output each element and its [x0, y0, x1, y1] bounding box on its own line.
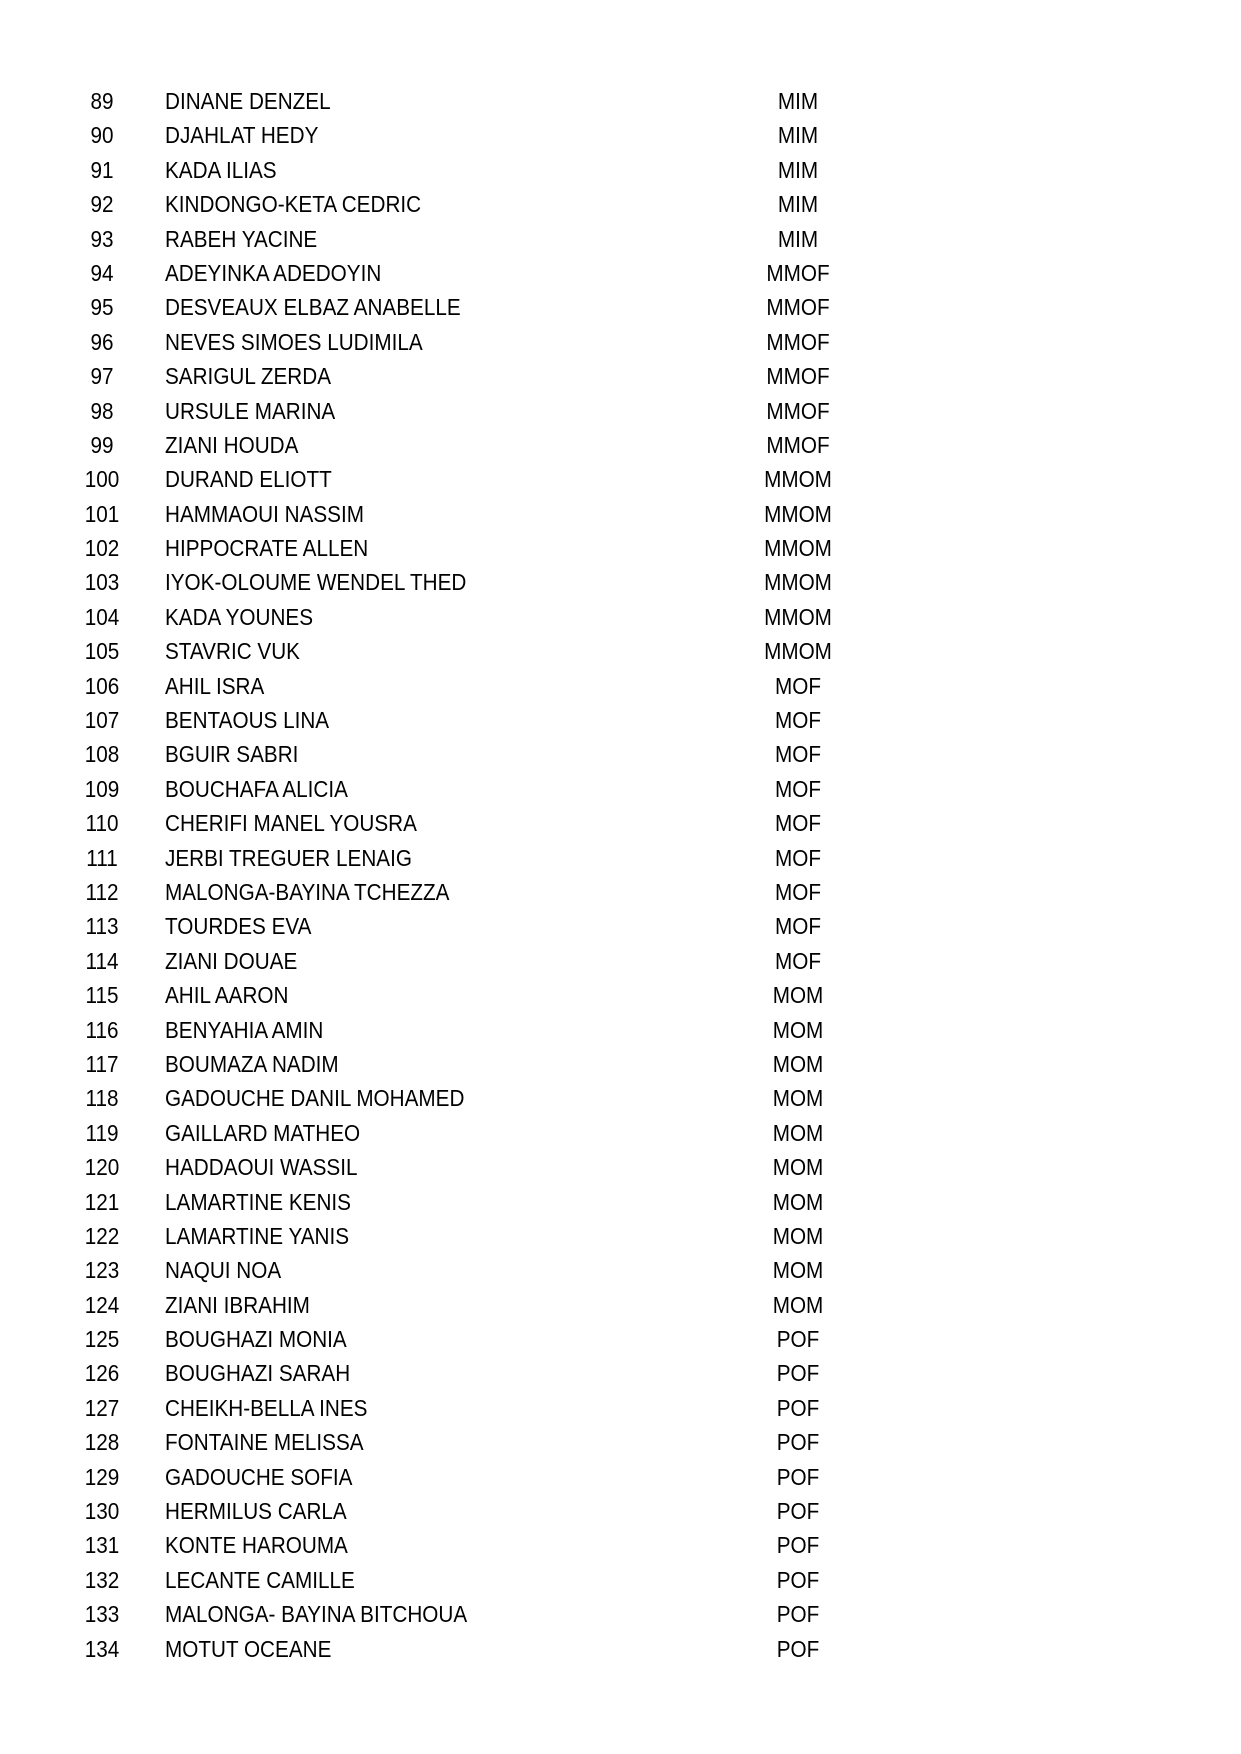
category-code: MIM	[777, 122, 819, 149]
category-code: MMOF	[766, 259, 830, 286]
table-row	[0, 1322, 1241, 1356]
row-number: 112	[85, 878, 119, 905]
participant-name: DURAND ELIOTT	[165, 466, 332, 493]
category-code: POF	[776, 1566, 820, 1593]
table-row	[0, 118, 1241, 152]
row-number: 105	[84, 638, 120, 665]
row-number: 109	[84, 775, 120, 802]
row-number: 123	[84, 1257, 120, 1284]
participant-name: HERMILUS CARLA	[165, 1498, 347, 1525]
row-number: 99	[90, 431, 114, 458]
participant-name: KONTE HAROUMA	[165, 1532, 348, 1559]
category-code: MIM	[777, 88, 819, 114]
participant-name: SARIGUL ZERDA	[165, 363, 332, 390]
category-code: MOF	[774, 672, 821, 699]
row-number: 96	[90, 328, 114, 355]
participant-name: BOUMAZA NADIM	[165, 1050, 339, 1077]
category-code: MIM	[777, 156, 819, 183]
table-row	[0, 84, 1241, 118]
row-number: 92	[90, 191, 114, 218]
row-number: 90	[90, 122, 114, 149]
category-code: MOM	[772, 1291, 824, 1318]
table-row	[0, 1632, 1241, 1666]
category-code: MOM	[772, 982, 824, 1009]
participant-list	[0, 84, 1241, 1666]
row-number: 130	[84, 1498, 120, 1525]
participant-name: HADDAOUI WASSIL	[165, 1154, 358, 1181]
participant-name: BOUCHAFA ALICIA	[165, 775, 348, 802]
category-code: MOF	[774, 775, 821, 802]
row-number: 98	[90, 397, 114, 424]
category-code: MMOM	[764, 535, 832, 562]
participant-name: STAVRIC VUK	[165, 638, 300, 665]
category-code: MOF	[774, 947, 821, 974]
category-code: POF	[776, 1498, 820, 1525]
table-row	[0, 565, 1241, 599]
participant-name: HAMMAOUI NASSIM	[165, 500, 364, 527]
participant-name: CHERIFI MANEL YOUSRA	[165, 810, 417, 837]
participant-name: JERBI TREGUER LENAIG	[165, 844, 412, 871]
table-row	[0, 290, 1241, 324]
category-code: POF	[776, 1635, 820, 1662]
participant-name: BGUIR SABRI	[165, 741, 299, 768]
category-code: MMOM	[764, 569, 832, 596]
row-number: 110	[85, 810, 119, 837]
participant-name: FONTAINE MELISSA	[165, 1429, 364, 1456]
category-code: MOF	[774, 913, 821, 940]
table-row	[0, 153, 1241, 187]
table-row	[0, 325, 1241, 359]
row-number: 134	[84, 1635, 120, 1662]
category-code: MMOF	[766, 328, 830, 355]
row-number: 124	[84, 1291, 120, 1318]
participant-name: LECANTE CAMILLE	[165, 1566, 355, 1593]
row-number: 93	[90, 225, 114, 252]
participant-name: BOUGHAZI MONIA	[165, 1326, 347, 1353]
category-code: MOM	[772, 1222, 824, 1249]
table-row	[0, 359, 1241, 393]
category-code: MMOF	[766, 294, 830, 321]
participant-name: LAMARTINE YANIS	[165, 1222, 350, 1249]
participant-name: DINANE DENZEL	[165, 88, 331, 114]
table-row	[0, 1460, 1241, 1494]
category-code: MMOF	[766, 397, 830, 424]
category-code: MOM	[772, 1016, 824, 1043]
row-number: 104	[84, 603, 120, 630]
table-row	[0, 222, 1241, 256]
row-number: 125	[84, 1326, 120, 1353]
row-number: 129	[84, 1463, 120, 1490]
row-number: 115	[85, 982, 119, 1009]
row-number: 106	[84, 672, 120, 699]
table-row	[0, 428, 1241, 462]
row-number: 91	[90, 156, 114, 183]
table-row	[0, 1391, 1241, 1425]
participant-name: CHEIKH-BELLA INES	[165, 1394, 368, 1421]
participant-name: NEVES SIMOES LUDIMILA	[165, 328, 423, 355]
participant-name: IYOK-OLOUME WENDEL THED	[165, 569, 467, 596]
row-number: 100	[84, 466, 120, 493]
row-number: 114	[85, 947, 119, 974]
table-row	[0, 1425, 1241, 1459]
category-code: MMOF	[766, 363, 830, 390]
table-row	[0, 669, 1241, 703]
participant-name: MALONGA-BAYINA TCHEZZA	[165, 878, 450, 905]
category-code: POF	[776, 1360, 820, 1387]
row-number: 126	[84, 1360, 120, 1387]
row-number: 102	[84, 535, 120, 562]
participant-name: GAILLARD MATHEO	[165, 1119, 361, 1146]
participant-name: MALONGA- BAYINA BITCHOUA	[165, 1601, 468, 1628]
participant-name: BOUGHAZI SARAH	[165, 1360, 351, 1387]
participant-name: NAQUI NOA	[165, 1257, 282, 1284]
table-row	[0, 256, 1241, 290]
table-row	[0, 737, 1241, 771]
category-code: MMOM	[764, 603, 832, 630]
table-row	[0, 1116, 1241, 1150]
participant-name: ZIANI IBRAHIM	[165, 1291, 310, 1318]
table-row	[0, 462, 1241, 496]
row-number: 94	[90, 259, 114, 286]
participant-name: RABEH YACINE	[165, 225, 318, 252]
participant-name: ZIANI DOUAE	[165, 947, 298, 974]
category-code: MOM	[772, 1257, 824, 1284]
table-row	[0, 1219, 1241, 1253]
category-code: MOM	[772, 1188, 824, 1215]
table-row	[0, 1563, 1241, 1597]
category-code: MOM	[772, 1050, 824, 1077]
category-code: MIM	[777, 191, 819, 218]
category-code: MOM	[772, 1085, 824, 1112]
category-code: POF	[776, 1532, 820, 1559]
participant-name: TOURDES EVA	[165, 913, 312, 940]
participant-name: HIPPOCRATE ALLEN	[165, 535, 369, 562]
table-row	[0, 806, 1241, 840]
participant-name: DJAHLAT HEDY	[165, 122, 319, 149]
row-number: 132	[84, 1566, 120, 1593]
row-number: 131	[84, 1532, 120, 1559]
participant-name: DESVEAUX ELBAZ ANABELLE	[165, 294, 461, 321]
category-code: MOF	[774, 810, 821, 837]
table-row	[0, 875, 1241, 909]
table-row	[0, 1081, 1241, 1115]
table-row	[0, 1597, 1241, 1631]
table-row	[0, 634, 1241, 668]
table-row	[0, 1013, 1241, 1047]
row-number: 117	[85, 1050, 119, 1077]
category-code: MOM	[772, 1154, 824, 1181]
category-code: MMOF	[766, 431, 830, 458]
table-row	[0, 1150, 1241, 1184]
participant-name: KADA ILIAS	[165, 156, 277, 183]
category-code: MOF	[774, 878, 821, 905]
participant-name: BENTAOUS LINA	[165, 707, 330, 734]
row-number: 95	[90, 294, 114, 321]
row-number: 116	[85, 1016, 119, 1043]
table-row	[0, 1528, 1241, 1562]
table-row	[0, 1185, 1241, 1219]
row-number: 128	[84, 1429, 120, 1456]
participant-name: ADEYINKA ADEDOYIN	[165, 259, 382, 286]
category-code: POF	[776, 1326, 820, 1353]
table-row	[0, 394, 1241, 428]
row-number: 89	[90, 88, 114, 114]
category-code: MOM	[772, 1119, 824, 1146]
row-number: 108	[84, 741, 120, 768]
row-number: 118	[85, 1085, 119, 1112]
row-number: 111	[86, 844, 118, 871]
participant-name: LAMARTINE KENIS	[165, 1188, 351, 1215]
participant-name: AHIL ISRA	[165, 672, 265, 699]
table-row	[0, 1047, 1241, 1081]
category-code: POF	[776, 1601, 820, 1628]
row-number: 127	[84, 1394, 120, 1421]
category-code: MOF	[774, 741, 821, 768]
row-number: 113	[85, 913, 119, 940]
category-code: MIM	[777, 225, 819, 252]
participant-name: GADOUCHE SOFIA	[165, 1463, 353, 1490]
table-row	[0, 531, 1241, 565]
table-row	[0, 841, 1241, 875]
category-code: POF	[776, 1463, 820, 1490]
row-number: 101	[84, 500, 120, 527]
category-code: POF	[776, 1429, 820, 1456]
table-row	[0, 772, 1241, 806]
table-row	[0, 1253, 1241, 1287]
table-row	[0, 978, 1241, 1012]
table-row	[0, 703, 1241, 737]
table-row	[0, 497, 1241, 531]
table-row	[0, 1494, 1241, 1528]
row-number: 120	[84, 1154, 120, 1181]
participant-name: MOTUT OCEANE	[165, 1635, 332, 1662]
participant-name: GADOUCHE DANIL MOHAMED	[165, 1085, 465, 1112]
row-number: 107	[84, 707, 120, 734]
participant-name: ZIANI HOUDA	[165, 431, 299, 458]
row-number: 133	[84, 1601, 120, 1628]
participant-name: KINDONGO-KETA CEDRIC	[165, 191, 422, 218]
table-row	[0, 909, 1241, 943]
category-code: MOF	[774, 844, 821, 871]
category-code: MMOM	[764, 500, 832, 527]
table-row	[0, 600, 1241, 634]
participant-name: BENYAHIA AMIN	[165, 1016, 324, 1043]
table-row	[0, 1356, 1241, 1390]
category-code: MMOM	[764, 638, 832, 665]
participant-name: AHIL AARON	[165, 982, 289, 1009]
category-code: MOF	[774, 707, 821, 734]
category-code: MMOM	[764, 466, 832, 493]
row-number: 97	[90, 363, 114, 390]
table-row	[0, 187, 1241, 221]
table-row	[0, 944, 1241, 978]
table-row	[0, 1288, 1241, 1322]
row-number: 121	[84, 1188, 120, 1215]
category-code: POF	[776, 1394, 820, 1421]
row-number: 119	[85, 1119, 119, 1146]
row-number: 122	[84, 1222, 120, 1249]
participant-name: KADA YOUNES	[165, 603, 314, 630]
row-number: 103	[84, 569, 120, 596]
participant-name: URSULE MARINA	[165, 397, 336, 424]
